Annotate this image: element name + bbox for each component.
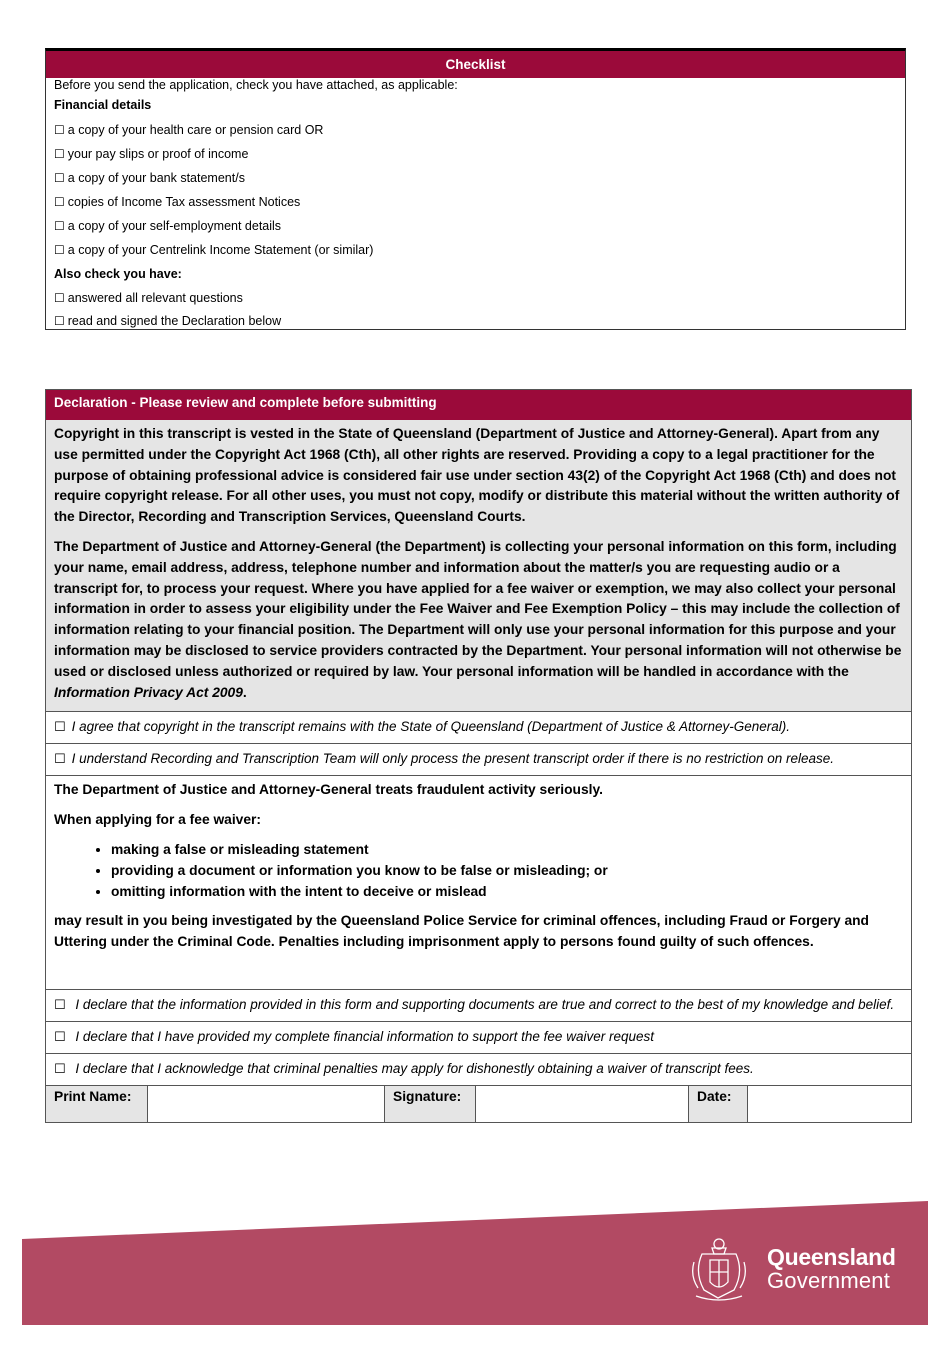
date-field[interactable]: [748, 1086, 911, 1122]
fraud-intro: The Department of Justice and Attorney-General treats fraudulent activity seriously.: [54, 782, 603, 798]
signature-label: Signature:: [385, 1086, 476, 1122]
checklist-item[interactable]: ☐ copies of Income Tax assessment Notices: [54, 195, 301, 209]
checklist-item[interactable]: ☐ a copy of your Centrelink Income Statement (or similar): [54, 243, 374, 257]
list-item: • providing a document or information you know to be false or misleading; or: [111, 861, 903, 882]
checklist-item[interactable]: ☐ a copy of your health care or pension card OR: [54, 123, 324, 137]
copyright-notice: Copyright in this transcript is vested in the State of Queensland (Department of Justice and Attorney-General). Apart from any use permitted under the Copyright Act 1968 (Cth), all other rights are reserved. Providing a copy to a legal practitioner for the purpose of obtaining professional advice is considered fair use under section 43(2) of the Copyright Act 1968 (Cth) and does not require copyright release. For all other uses, you must not copy, modify or distribute this material without the written authority of the Director, Recording and Transcription Services, Queensland Courts.: [54, 426, 900, 525]
checkbox-icon[interactable]: ☐: [54, 195, 65, 209]
checklist-intro: Before you send the application, check you have attached, as applicable:: [54, 78, 458, 92]
checklist-item[interactable]: ☐ answered all relevant questions: [54, 291, 243, 305]
financial-details-heading: Financial details: [54, 98, 152, 112]
fraud-warning: [46, 776, 911, 990]
checkbox-icon[interactable]: ☐: [54, 123, 65, 137]
checkbox-icon[interactable]: ☐: [54, 243, 65, 257]
understand-release-row[interactable]: ☐ I understand Recording and Transcription Team will only process the present transcript order if there is no restriction on release.: [46, 744, 911, 776]
list-item: • making a false or misleading statement: [111, 840, 903, 861]
fraud-result: may result in you being investigated by the Queensland Police Service for criminal offences, including Fraud or Forgery and Uttering under the Criminal Code. Penalties including imprisonment apply to persons found guilty of such offences.: [54, 913, 869, 950]
checkbox-icon[interactable]: ☐: [54, 147, 65, 161]
checkbox-icon[interactable]: ☐: [54, 1030, 66, 1046]
checkbox-icon[interactable]: ☐: [54, 314, 65, 328]
brand-line-1: Queensland: [767, 1244, 896, 1270]
checklist-item[interactable]: ☐ your pay slips or proof of income: [54, 147, 249, 161]
brand-line-2: Government: [767, 1268, 891, 1293]
checklist-title: Checklist: [46, 51, 905, 78]
declare-penalties-row[interactable]: ☐ I declare that I acknowledge that criminal penalties may apply for dishonestly obtaining a waiver of transcript fees.: [46, 1054, 911, 1086]
declaration-table: [45, 389, 912, 1123]
checklist-item[interactable]: ☐ a copy of your self-employment details: [54, 219, 282, 233]
fraud-when: When applying for a fee waiver:: [54, 812, 261, 828]
signature-field[interactable]: [476, 1086, 689, 1122]
checkbox-icon[interactable]: ☐: [54, 752, 66, 768]
checkbox-icon[interactable]: ☐: [54, 720, 66, 736]
declare-financial-row[interactable]: ☐ I declare that I have provided my complete financial information to support the fee waiver request: [46, 1022, 911, 1054]
fraud-list: [54, 840, 903, 902]
declaration-notice: [46, 420, 911, 712]
checklist-item[interactable]: ☐ read and signed the Declaration below: [54, 314, 282, 328]
declare-true-row[interactable]: ☐ I declare that the information provided in this form and supporting documents are true and correct to the best of my knowledge and belief.: [46, 990, 911, 1022]
print-name-field[interactable]: [148, 1086, 385, 1122]
list-item: • omitting information with the intent to deceive or mislead: [111, 882, 903, 903]
privacy-notice: The Department of Justice and Attorney-General (the Department) is collecting your personal information on this form, including your name, email address, address, telephone number and information about the matter/s you are requesting audio or a transcript for, to process your request. Where you have applied for a fee waiver or exemption, we may also collect your personal information in order to assess your eligibility under the Fee Waiver and Fee Exemption Policy – this may include the collection of information relating to your financial position. The Department will only use your personal information for this purpose and your information may be disclosed to service providers contracted by the Department. Your personal information will not otherwise be used or disclosed unless authorized or required by law. Your personal information will be handled in accordance with the Information Privacy Act 2009.: [54, 538, 902, 700]
checkbox-icon[interactable]: ☐: [54, 998, 66, 1014]
privacy-act-name: Information Privacy Act 2009: [54, 684, 243, 700]
checklist-table: [45, 48, 906, 330]
print-name-label: Print Name:: [46, 1086, 148, 1122]
date-label: Date:: [689, 1086, 748, 1122]
declaration-title: Declaration - Please review and complete before submitting: [46, 390, 911, 420]
checkbox-icon[interactable]: ☐: [54, 291, 65, 305]
agree-copyright-row[interactable]: ☐ I agree that copyright in the transcript remains with the State of Queensland (Department of Justice & Attorney-General).: [46, 712, 911, 744]
queensland-government-logo: [767, 1245, 896, 1293]
signature-row: [46, 1086, 911, 1122]
checkbox-icon[interactable]: ☐: [54, 219, 65, 233]
also-check-heading: Also check you have:: [54, 267, 182, 281]
checklist-item[interactable]: ☐ a copy of your bank statement/s: [54, 171, 245, 185]
checkbox-icon[interactable]: ☐: [54, 1062, 66, 1078]
checkbox-icon[interactable]: ☐: [54, 171, 65, 185]
